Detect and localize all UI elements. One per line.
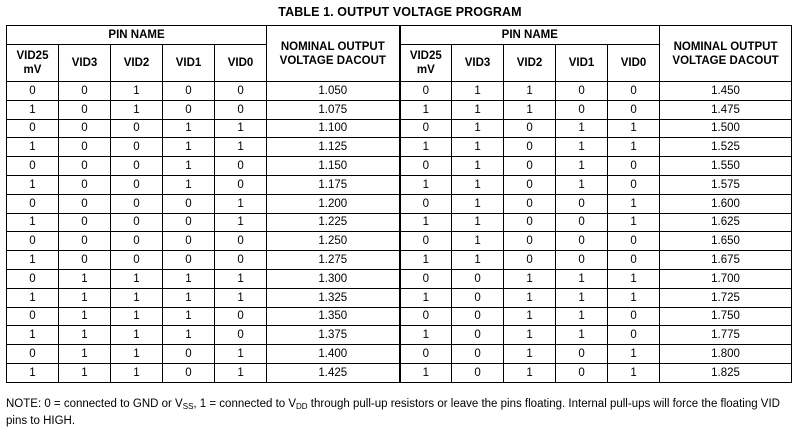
- table-cell: 1.475: [660, 100, 792, 119]
- table-cell: 1: [163, 157, 215, 176]
- table-cell: 1.550: [660, 157, 792, 176]
- table-cell: 1.175: [267, 175, 400, 194]
- table-cell: 1: [452, 194, 504, 213]
- vid0-header-right: VID0: [608, 45, 660, 82]
- table-cell: 0: [608, 326, 660, 345]
- table-cell: 1.225: [267, 213, 400, 232]
- table-cell: 1: [111, 345, 163, 364]
- table-cell: 1.350: [267, 307, 400, 326]
- table-cell: 0: [452, 363, 504, 382]
- table-cell: 1: [556, 157, 608, 176]
- pin-name-header-left: PIN NAME: [7, 26, 267, 45]
- table-cell: 0: [556, 363, 608, 382]
- table-cell: 1: [111, 82, 163, 101]
- table-cell: 1: [163, 138, 215, 157]
- table-cell: 1: [111, 288, 163, 307]
- table-cell: 0: [163, 232, 215, 251]
- table-row: [7, 251, 792, 270]
- table-cell: 0: [59, 157, 111, 176]
- table-cell: 0: [111, 175, 163, 194]
- table-cell: 0: [504, 175, 556, 194]
- table-cell: 0: [452, 326, 504, 345]
- vid25-header-line1: VID25: [409, 50, 442, 62]
- table-cell: 1.300: [267, 269, 400, 288]
- table-cell: 0: [556, 100, 608, 119]
- table-cell: 1: [400, 326, 452, 345]
- table-cell: 0: [7, 157, 59, 176]
- nominal-header-line1: NOMINAL OUTPUT: [673, 40, 778, 53]
- table-title: TABLE 1. OUTPUT VOLTAGE PROGRAM: [278, 5, 522, 19]
- table-cell: 1: [7, 100, 59, 119]
- table-cell: 1: [215, 363, 267, 382]
- table-cell: 1.275: [267, 251, 400, 270]
- table-cell: 0: [504, 251, 556, 270]
- table-cell: 1: [59, 269, 111, 288]
- table-cell: 0: [608, 82, 660, 101]
- table-cell: 0: [7, 345, 59, 364]
- table-cell: 0: [111, 138, 163, 157]
- table-cell: 0: [215, 307, 267, 326]
- table-cell: 1.675: [660, 251, 792, 270]
- table-row: [7, 82, 792, 101]
- table-cell: 0: [504, 138, 556, 157]
- table-cell: 0: [452, 345, 504, 364]
- nominal-header-line2: VOLTAGE DACOUT: [672, 54, 779, 67]
- table-cell: 1.125: [267, 138, 400, 157]
- table-cell: 0: [215, 232, 267, 251]
- table-cell: 0: [400, 269, 452, 288]
- table-cell: 1: [556, 269, 608, 288]
- table-cell: 0: [215, 251, 267, 270]
- table-cell: 0: [59, 100, 111, 119]
- table-cell: 1: [400, 288, 452, 307]
- table-cell: 1: [215, 213, 267, 232]
- table-cell: 1: [452, 213, 504, 232]
- table-cell: 0: [504, 157, 556, 176]
- table-cell: 1: [608, 363, 660, 382]
- table-cell: 0: [556, 213, 608, 232]
- nominal-header-line1: NOMINAL OUTPUT: [280, 40, 385, 53]
- table-cell: 1: [608, 119, 660, 138]
- table-cell: 0: [215, 326, 267, 345]
- table-cell: 0: [7, 232, 59, 251]
- output-voltage-table: [6, 25, 792, 383]
- table-cell: 1.075: [267, 100, 400, 119]
- table-note: [6, 397, 796, 429]
- table-cell: 1: [452, 138, 504, 157]
- table-cell: 1.625: [660, 213, 792, 232]
- table-cell: 1.700: [660, 269, 792, 288]
- table-cell: 0: [7, 194, 59, 213]
- table-cell: 0: [556, 251, 608, 270]
- nominal-output-header-right: [660, 26, 792, 82]
- table-cell: 0: [400, 307, 452, 326]
- table-cell: 1.750: [660, 307, 792, 326]
- vid2-header-right: VID2: [504, 45, 556, 82]
- table-cell: 1: [452, 82, 504, 101]
- table-cell: 0: [163, 194, 215, 213]
- table-cell: 1: [556, 288, 608, 307]
- note-text-1: NOTE: 0 = connected to GND or V: [6, 398, 183, 410]
- table-cell: 0: [215, 157, 267, 176]
- table-cell: 0: [608, 251, 660, 270]
- table-cell: 1: [215, 288, 267, 307]
- table-cell: 0: [111, 119, 163, 138]
- table-cell: 0: [163, 345, 215, 364]
- table-cell: 0: [163, 363, 215, 382]
- note-subscript-ss: SS: [182, 402, 194, 411]
- table-cell: 1.325: [267, 288, 400, 307]
- table-cell: 1.150: [267, 157, 400, 176]
- table-row: [7, 119, 792, 138]
- table-cell: 0: [215, 100, 267, 119]
- table-cell: 1: [59, 288, 111, 307]
- table-cell: 1: [111, 307, 163, 326]
- table-row: [7, 326, 792, 345]
- table-cell: 1: [7, 326, 59, 345]
- table-cell: 1: [556, 326, 608, 345]
- table-cell: 1: [215, 138, 267, 157]
- table-cell: 1: [7, 213, 59, 232]
- table-cell: 1: [608, 138, 660, 157]
- vid2-header-left: VID2: [111, 45, 163, 82]
- table-row: [7, 269, 792, 288]
- table-cell: 1: [504, 82, 556, 101]
- table-cell: 1: [608, 213, 660, 232]
- table-cell: 0: [608, 307, 660, 326]
- table-cell: 0: [59, 175, 111, 194]
- nominal-header-line2: VOLTAGE DACOUT: [279, 54, 386, 67]
- table-cell: 1: [556, 138, 608, 157]
- table-cell: 1: [163, 326, 215, 345]
- table-cell: 1: [163, 175, 215, 194]
- table-cell: 1: [452, 100, 504, 119]
- table-cell: 1.650: [660, 232, 792, 251]
- table-cell: 1: [111, 100, 163, 119]
- table-cell: 1: [452, 175, 504, 194]
- table-cell: 0: [556, 82, 608, 101]
- table-cell: 1: [163, 288, 215, 307]
- table-cell: 1.050: [267, 82, 400, 101]
- table-cell: 1: [504, 326, 556, 345]
- table-cell: 1: [215, 119, 267, 138]
- table-cell: 0: [111, 157, 163, 176]
- table-cell: 1: [163, 269, 215, 288]
- table-cell: 1: [400, 213, 452, 232]
- table-cell: 0: [608, 232, 660, 251]
- table-row: [7, 232, 792, 251]
- table-cell: 1.450: [660, 82, 792, 101]
- table-cell: 0: [556, 194, 608, 213]
- table-cell: 0: [400, 194, 452, 213]
- table-cell: 1.425: [267, 363, 400, 382]
- table-cell: 1: [111, 326, 163, 345]
- vid3-header-left: VID3: [59, 45, 111, 82]
- table-cell: 0: [59, 82, 111, 101]
- table-cell: 1.800: [660, 345, 792, 364]
- table-cell: 0: [452, 288, 504, 307]
- table-cell: 0: [59, 138, 111, 157]
- table-cell: 1: [556, 175, 608, 194]
- table-cell: 0: [452, 307, 504, 326]
- table-cell: 1.400: [267, 345, 400, 364]
- table-cell: 0: [163, 213, 215, 232]
- table-cell: 0: [215, 175, 267, 194]
- table-cell: 0: [452, 269, 504, 288]
- table-cell: 1.500: [660, 119, 792, 138]
- note-text-3: through pull-up resistors or leave the pins floating. Internal pull-ups will force the floating VID pins to HIGH.: [6, 398, 780, 427]
- table-cell: 0: [608, 100, 660, 119]
- table-cell: 1.575: [660, 175, 792, 194]
- vid1-header-right: VID1: [556, 45, 608, 82]
- table-cell: 1: [400, 100, 452, 119]
- table-cell: 1.825: [660, 363, 792, 382]
- table-cell: 1.525: [660, 138, 792, 157]
- table-cell: 1: [7, 138, 59, 157]
- table-cell: 1: [452, 157, 504, 176]
- table-cell: 0: [59, 213, 111, 232]
- table-cell: 1: [7, 251, 59, 270]
- table-cell: 0: [608, 157, 660, 176]
- table-cell: 0: [556, 345, 608, 364]
- vid25-header-line2: mV: [416, 64, 435, 76]
- table-cell: 0: [504, 213, 556, 232]
- table-cell: 1: [504, 288, 556, 307]
- table-cell: 0: [111, 213, 163, 232]
- table-cell: 1: [608, 345, 660, 364]
- table-cell: 0: [111, 251, 163, 270]
- table-row: [7, 345, 792, 364]
- table-cell: 1: [215, 345, 267, 364]
- table-cell: 1: [608, 269, 660, 288]
- table-cell: 1: [556, 307, 608, 326]
- table-cell: 1.200: [267, 194, 400, 213]
- table-cell: 0: [400, 232, 452, 251]
- table-row: [7, 100, 792, 119]
- vid1-header-left: VID1: [163, 45, 215, 82]
- table-cell: 0: [7, 119, 59, 138]
- table-cell: 0: [504, 232, 556, 251]
- table-row: [7, 213, 792, 232]
- table-cell: 1.100: [267, 119, 400, 138]
- table-cell: 0: [59, 251, 111, 270]
- note-text-2: , 1 = connected to V: [193, 398, 297, 410]
- table-cell: 1: [400, 251, 452, 270]
- table-row: [7, 363, 792, 382]
- table-cell: 1.375: [267, 326, 400, 345]
- table-cell: 0: [7, 307, 59, 326]
- table-cell: 0: [163, 82, 215, 101]
- vid25-header-line1: VID25: [16, 50, 49, 62]
- table-row: [7, 288, 792, 307]
- table-cell: 1.600: [660, 194, 792, 213]
- table-cell: 0: [59, 232, 111, 251]
- table-cell: 0: [556, 232, 608, 251]
- nominal-output-header-left: [267, 26, 400, 82]
- table-cell: 1: [400, 175, 452, 194]
- table-cell: 1: [215, 194, 267, 213]
- table-cell: 0: [7, 269, 59, 288]
- table-cell: 1: [504, 269, 556, 288]
- vid25-header-line2: mV: [23, 64, 42, 76]
- table-cell: 0: [608, 175, 660, 194]
- table-cell: 0: [111, 232, 163, 251]
- table-cell: 1: [59, 326, 111, 345]
- table-row: [7, 138, 792, 157]
- table-cell: 1.250: [267, 232, 400, 251]
- table-cell: 0: [59, 194, 111, 213]
- note-subscript-dd: DD: [296, 402, 308, 411]
- table-cell: 1: [59, 307, 111, 326]
- table-row: [7, 175, 792, 194]
- table-cell: 1: [504, 363, 556, 382]
- table-cell: 0: [504, 119, 556, 138]
- table-cell: 1: [59, 345, 111, 364]
- table-cell: 1: [163, 307, 215, 326]
- table-cell: 1: [504, 345, 556, 364]
- table-cell: 1: [215, 269, 267, 288]
- table-row: [7, 194, 792, 213]
- table-cell: 1: [7, 175, 59, 194]
- vid25-header-right: [400, 45, 452, 82]
- vid25-header-left: [7, 45, 59, 82]
- table-cell: 1: [163, 119, 215, 138]
- table-cell: 1: [452, 119, 504, 138]
- vid3-header-right: VID3: [452, 45, 504, 82]
- table-cell: 0: [163, 251, 215, 270]
- table-cell: 1: [111, 269, 163, 288]
- pin-name-header-right: PIN NAME: [400, 26, 660, 45]
- table-cell: 1: [7, 288, 59, 307]
- table-cell: 0: [59, 119, 111, 138]
- table-cell: 0: [504, 194, 556, 213]
- table-cell: 0: [400, 157, 452, 176]
- table-cell: 0: [215, 82, 267, 101]
- table-body: [7, 82, 792, 383]
- table-row: [7, 307, 792, 326]
- table-cell: 1: [111, 363, 163, 382]
- table-cell: 0: [400, 119, 452, 138]
- table-cell: 1: [400, 138, 452, 157]
- table-cell: 1: [452, 232, 504, 251]
- table-cell: 0: [400, 82, 452, 101]
- table-cell: 1: [504, 307, 556, 326]
- table-cell: 1.775: [660, 326, 792, 345]
- table-cell: 1: [608, 194, 660, 213]
- table-row: [7, 157, 792, 176]
- table-cell: 1: [608, 288, 660, 307]
- table-cell: 1.725: [660, 288, 792, 307]
- vid0-header-left: VID0: [215, 45, 267, 82]
- table-cell: 0: [400, 345, 452, 364]
- table-cell: 0: [111, 194, 163, 213]
- table-cell: 1: [504, 100, 556, 119]
- table-cell: 0: [163, 100, 215, 119]
- table-cell: 1: [400, 363, 452, 382]
- table-cell: 1: [452, 251, 504, 270]
- table-cell: 1: [7, 363, 59, 382]
- table-cell: 1: [556, 119, 608, 138]
- table-cell: 1: [59, 363, 111, 382]
- table-cell: 0: [7, 82, 59, 101]
